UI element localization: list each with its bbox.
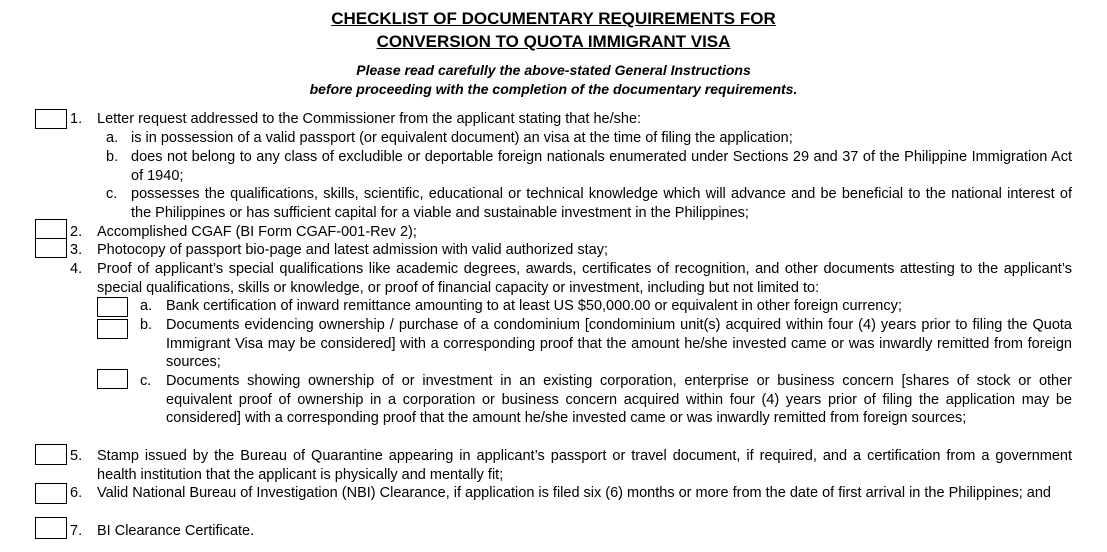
checkbox-item-4a[interactable] bbox=[97, 297, 128, 317]
item-3-text: Photocopy of passport bio-page and latest admission with valid authorized stay; bbox=[97, 242, 609, 258]
item-1-number: 1. bbox=[70, 111, 83, 127]
item-1c-text: possesses the qualifications, skills, scientific, educational or technical knowledge which will advance and be beneficial to the national interest of the Philippines or has sufficient capital for a viable and sustainable investment in the Philippines; bbox=[131, 186, 1072, 221]
instruction-note-line-2: before proceeding with the completion of the documentary requirements. bbox=[309, 81, 798, 97]
checkbox-item-5[interactable] bbox=[35, 444, 67, 465]
item-1a-text: is in possession of a valid passport (or equivalent document) an visa at the time of filing the application; bbox=[131, 130, 793, 146]
item-2-number: 2. bbox=[70, 224, 83, 240]
item-4c-text: Documents showing ownership of or investment in an existing corporation, enterprise or business concern [shares of stock or other equivalent proof of ownership in a corporation or business concern acquired within four (4) years prior of filing the application may be considered] with a corresponding proof that the amount he/she invested came or was inwardly remitted from foreign sources; bbox=[166, 373, 1072, 427]
checkbox-item-4c[interactable] bbox=[97, 369, 128, 389]
item-4-number: 4. bbox=[70, 261, 83, 277]
item-1-text: Letter request addressed to the Commissioner from the applicant stating that he/she: bbox=[97, 111, 642, 127]
item-4a-text: Bank certification of inward remittance amounting to at least US $50,000.00 or equivalent in other foreign currency; bbox=[166, 298, 902, 314]
item-5-text: Stamp issued by the Bureau of Quarantine appearing in applicant’s passport or travel document, if required, and a certification from a government health institution that the applicant is physically and mentally fit; bbox=[97, 448, 1072, 483]
item-1a-letter: a. bbox=[106, 130, 119, 146]
checkbox-item-2[interactable] bbox=[35, 219, 67, 239]
checkbox-item-3[interactable] bbox=[35, 238, 67, 258]
document-title-line-2: CONVERSION TO QUOTA IMMIGRANT VISA bbox=[376, 32, 731, 51]
instruction-note-line-1: Please read carefully the above-stated General Instructions bbox=[356, 62, 751, 78]
item-4-text: Proof of applicant’s special qualifications like academic degrees, awards, certificates of recognition, and other documents attesting to the applicant’s special qualifications, skills or knowledge, or proof of financial capacity or investment, including but not limited to: bbox=[97, 261, 1072, 296]
item-6-text: Valid National Bureau of Investigation (NBI) Clearance, if application is filed six (6) months or more from the date of first arrival in the Philippines; and bbox=[97, 485, 1051, 501]
item-4b-letter: b. bbox=[140, 317, 153, 333]
item-1b-text: does not belong to any class of excludible or deportable foreign nationals enumerated under Sections 29 and 37 of the Philippine Immigration Act of 1940; bbox=[131, 149, 1072, 184]
item-7-text: BI Clearance Certificate. bbox=[97, 523, 255, 539]
item-2-text: Accomplished CGAF (BI Form CGAF-001-Rev 2); bbox=[97, 224, 417, 240]
checkbox-item-7[interactable] bbox=[35, 517, 67, 539]
document-title-line-1: CHECKLIST OF DOCUMENTARY REQUIREMENTS FOR bbox=[331, 9, 776, 28]
item-7-number: 7. bbox=[70, 523, 83, 539]
item-1b-letter: b. bbox=[106, 149, 119, 165]
item-3-number: 3. bbox=[70, 242, 83, 258]
item-4a-letter: a. bbox=[140, 298, 153, 314]
item-4c-letter: c. bbox=[140, 373, 152, 389]
item-5-number: 5. bbox=[70, 448, 83, 464]
checkbox-item-6[interactable] bbox=[35, 483, 67, 504]
item-6-number: 6. bbox=[70, 485, 83, 501]
item-4b-text: Documents evidencing ownership / purchase of a condominium [condominium unit(s) acquired within four (4) years prior to filing the Quota Immigrant Visa may be considered] with a corresponding proof that the amount he/she invested came or was inwardly remitted from foreign sources; bbox=[166, 317, 1072, 371]
checkbox-item-4b[interactable] bbox=[97, 319, 128, 339]
item-1c-letter: c. bbox=[106, 186, 118, 202]
checkbox-item-1[interactable] bbox=[35, 109, 67, 129]
